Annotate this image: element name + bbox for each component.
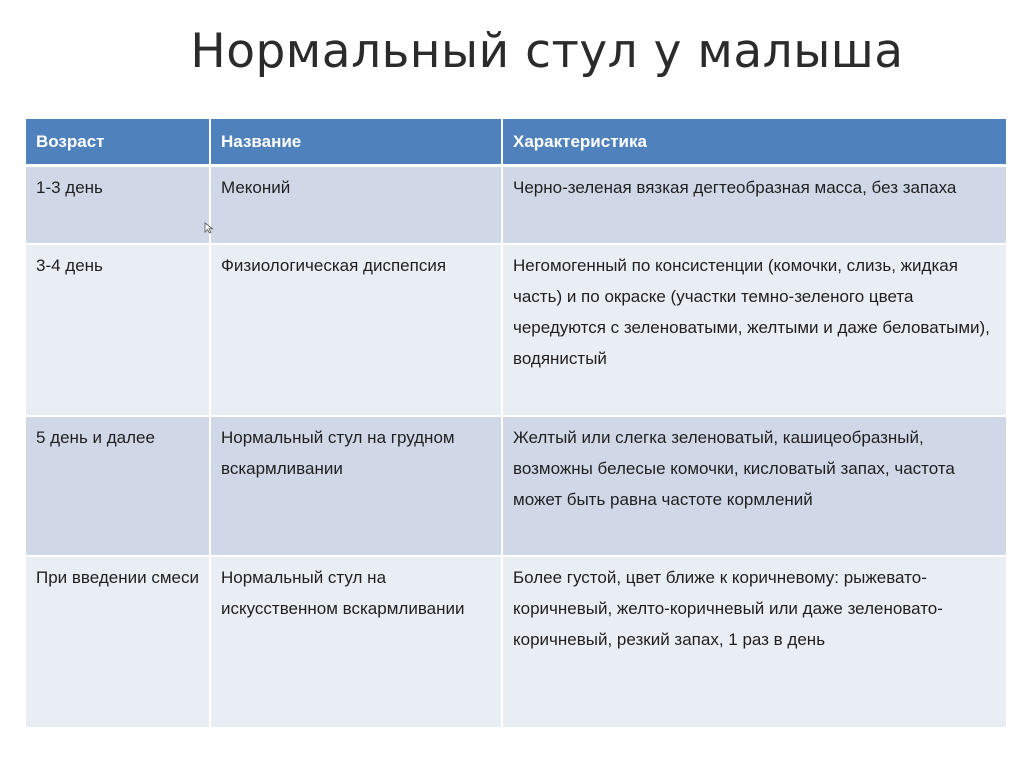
table-row xyxy=(26,244,1006,416)
cell-description: Негомогенный по консистенции (комочки, слизь, жидкая часть) и по окраске (участки темно-зеленого цвета чередуются с зеленоватыми, желтыми и даже беловатыми), водянистый xyxy=(502,244,1006,416)
cell-name: Меконий xyxy=(210,166,502,244)
cell-description: Желтый или слегка зеленоватый, кашицеобразный, возможны белесые комочки, кисловатый запах, частота может быть равна частоте кормлений xyxy=(502,416,1006,556)
cell-name: Физиологическая диспепсия xyxy=(210,244,502,416)
slide-title: Нормальный стул у малыша xyxy=(190,24,904,79)
header-age: Возраст xyxy=(26,119,210,166)
table-header-row xyxy=(26,119,1006,166)
stool-table xyxy=(26,119,1006,729)
cell-description: Более густой, цвет ближе к коричневому: рыжевато-коричневый, желто-коричневый или даже зеленовато-коричневый, резкий запах, 1 раз в день xyxy=(502,556,1006,728)
header-name: Название xyxy=(210,119,502,166)
cell-age: 5 день и далее xyxy=(26,416,210,556)
table-row xyxy=(26,416,1006,556)
mouse-cursor-icon xyxy=(204,222,214,234)
header-description: Характеристика xyxy=(502,119,1006,166)
cell-name: Нормальный стул на искусственном вскармливании xyxy=(210,556,502,728)
table-row xyxy=(26,556,1006,728)
cell-description: Черно-зеленая вязкая дегтеобразная масса, без запаха xyxy=(502,166,1006,244)
cell-age: При введении смеси xyxy=(26,556,210,728)
table-row xyxy=(26,166,1006,244)
stool-table-container xyxy=(26,119,1006,729)
cell-age: 1-3 день xyxy=(26,166,210,244)
cell-name: Нормальный стул на грудном вскармливании xyxy=(210,416,502,556)
cell-age: 3-4 день xyxy=(26,244,210,416)
